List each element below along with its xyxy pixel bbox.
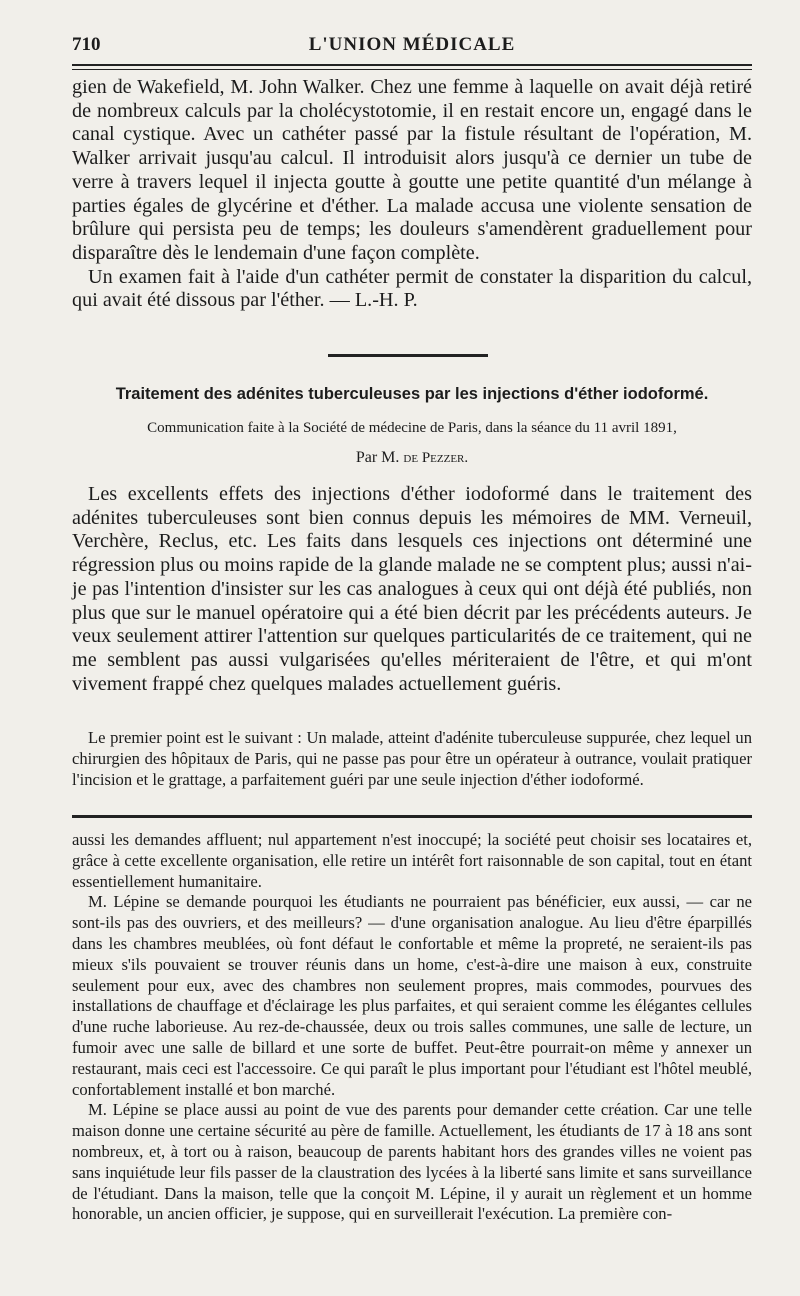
intro-text — [72, 76, 752, 313]
author-name: de Pezzer. — [403, 450, 469, 466]
article-title: Traitement des adénites tuberculeuses par les injections d'éther iodoformé. — [115, 385, 709, 403]
page-header — [72, 30, 752, 62]
feuilleton-rule — [72, 815, 752, 818]
article-body — [72, 483, 752, 696]
intro-paragraph: Un examen fait à l'aide d'un cathéter permit de constater la disparition du calcul, qui avait été dissous par l'éther. — L.-H. P. — [72, 265, 752, 312]
header-rule — [72, 64, 752, 70]
article-author — [72, 449, 752, 467]
feuilleton-paragraph: M. Lépine se place aussi au point de vue des parents pour demander cette création. Car une telle maison donne une certaine sécurité au père de famille. Actuellement, les étudiants de 17 à 18 ans sont nombreux, et, à tort ou à raison, beaucoup de parents habitant hors des grandes villes ne voient pas sans inquiétude leur fils passer de la claustration des lycées à la liberté sans limite et sans surveillance de l'étudiant. Dans la maison, telle que la conçoit M. Lépine, il y aurait un règlement et un homme honorable, un ancien officier, je suppose, qui en surveillerait l'exécution. La première con- — [72, 1100, 752, 1224]
feuilleton-paragraph: M. Lépine se demande pourquoi les étudiants ne pourraient pas bénéficier, eux aussi, — car ne sont-ils pas des ouvriers, et des meilleurs? — d'une organisation analogue. Au lieu d'être éparpillés dans les chambres meublées, où font défaut le confortable et même la propreté, ne seraient-ils pas mieux s'ils pouvaient se trouver réunis dans un home, c'est-à-dire une maison à eux, construite seulement pour eux, avec des chambres non seulement propres, mais commodes, pourvues des installations de chauffage et d'éclairage les plus parfaites, et qui seraient comme les élégantes cellules d'une ruche laborieuse. Au rez-de-chaussée, deux ou trois salles communes, une salle de lecture, un fumoir avec une salle de billard et une sorte de buffet. Peut-être pourrait-on même y annexer un restaurant, mais ceci est l'accessoire. Ce qui paraît le plus important pour l'étudiant est l'hôtel meublé, confortablement installé et bon marché. — [72, 892, 752, 1099]
article-paragraph: Le premier point est le suivant : Un malade, atteint d'adénite tuberculeuse suppurée, chez lequel un chirurgien des hôpitaux de Paris, qui ne passe pas pour être un opérateur à outrance, voulait pratiquer l'incision et le grattage, a parfaitement guéri par une seule injection d'éther iodoformé. — [72, 728, 752, 789]
feuilleton-text — [72, 830, 752, 1225]
article-paragraph: Les excellents effets des injections d'éther iodoformé dans le traitement des adénites tuberculeuses sont bien connus depuis les mémoires de MM. Verneuil, Verchère, Reclus, etc. Les faits dans lesquels ces injections ont déterminé une régression plus ou moins rapide de la glande malade ne se comptent plus; aussi n'ai-je pas l'intention d'insister sur les cas analogues à ceux qui ont déjà été publiés, non plus que sur le manuel opératoire qui a été bien décrit par les précédents auteurs. Je veux seulement attirer l'attention sur quelques particularités de ce traitement, qui ne me semblent pas aussi vulgarisées qu'elles mériteraient de l'être, et qui m'ont vivement frappé chez quelques malades actuellement guéris. — [72, 483, 752, 695]
feuilleton-paragraph: aussi les demandes affluent; nul appartement n'est inoccupé; la société peut choisir ses locataires et, grâce à cette excellente organisation, elle retire un intérêt fort raisonnable de son capital, tout en étant essentiellement humanitaire. — [72, 830, 752, 891]
author-prefix: Par M. — [355, 449, 400, 466]
running-title: L'UNION MÉDICALE — [308, 34, 516, 55]
section-divider — [328, 354, 488, 357]
page-number: 710 — [72, 34, 101, 55]
article-communication: Communication faite à la Société de médecine de Paris, dans la séance du 11 avril 1891, — [147, 420, 677, 436]
intro-paragraph: gien de Wakefield, M. John Walker. Chez une femme à laquelle on avait déjà retiré de nombreux calculs par la cholécystotomie, il en restait encore un, engagé dans le canal cystique. Avec un cathéter passé par la fistule résultant de l'opération, M. Walker arrivait jusqu'au calcul. Il introduisit alors jusqu'à ce dernier un tube de verre à travers lequel il injecta goutte à goutte une petite quantité d'un mélange à parties égales de glycérine et d'éther. La malade accusa une violente sensation de brûlure qui persista peu de temps; les douleurs s'amendèrent graduellement pour disparaître dès le lendemain d'une façon complète. — [72, 76, 752, 264]
article-body-small — [72, 728, 752, 790]
